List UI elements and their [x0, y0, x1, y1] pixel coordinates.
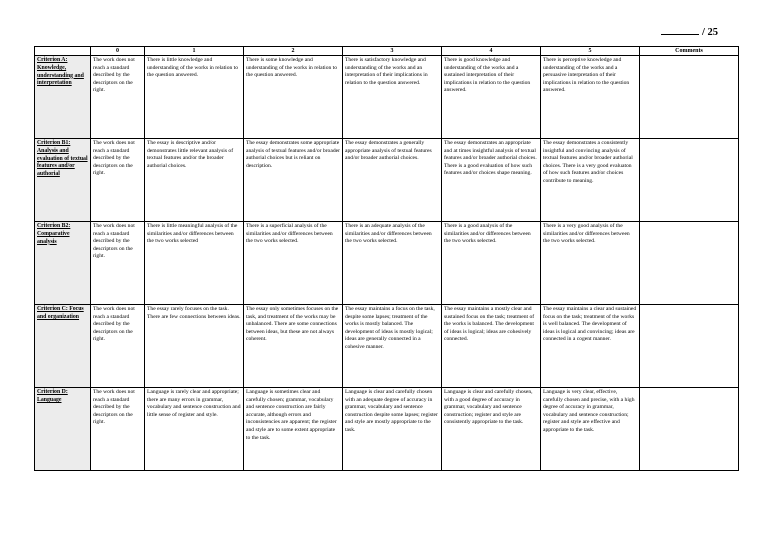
score-blank-line[interactable] [661, 34, 699, 35]
level-2-cell: The essay demonstrates some appropriate analysis of textual features and/or broader authorial choices but is reliant on description. [244, 139, 343, 222]
header-level-5: 5 [541, 47, 640, 56]
level-2-cell: The essay only sometimes focuses on the task, and treatment of the works may be unbalanced. There are some connections between ideas, but these are not always coherent. [244, 305, 343, 388]
level-4-cell: There is good knowledge and understanding of the works and a sustained interpretation of their implications in relation to the question answered. [442, 56, 541, 139]
criterion-label: Criterion B2: Comparative analysis [35, 222, 91, 305]
comments-cell[interactable] [640, 388, 739, 471]
header-level-1: 1 [145, 47, 244, 56]
level-3-cell: Language is clear and carefully chosen with an adequate degree of accuracy in grammar, vocabulary and sentence construction despite some lapses; register and style are mostly appropriate to the task. [343, 388, 442, 471]
criterion-label: Criterion D: Language [35, 388, 91, 471]
level-1-cell: Language is rarely clear and appropriate; there are many errors in grammar, vocabulary and sentence construction and little sense of register and style. [145, 388, 244, 471]
level-4-cell: The essay maintains a mostly clear and sustained focus on the task; treatment of the works is balanced. The development of ideas is logical; ideas are cohesively connected. [442, 305, 541, 388]
level-5-cell: The essay demonstrates a consistently insightful and convincing analysis of textual features and/or broader authorial choices. There is a very good evaluaton of how such features and/or choices contribute to meaning. [541, 139, 640, 222]
level-0-cell: The work does not reach a standard described by the descriptors on the right. [91, 388, 145, 471]
level-2-cell: There is some knowledge and understanding of the works in relation to the question answered. [244, 56, 343, 139]
level-2-cell: There is a superficial analysis of the similarities and/or differences between the two works selected. [244, 222, 343, 305]
level-3-cell: The essay demonstrates a generally appropriate analysis of textual features and/or broader authorial choices. [343, 139, 442, 222]
level-1-cell: The essay rarely focuses on the task. There are few connections between ideas. [145, 305, 244, 388]
level-5-cell: The essay maintains a clear and sustained focus on the task; treatment of the works is well balanced. The development of ideas is logical and convincing; ideas are connected in a cogent manner. [541, 305, 640, 388]
total-score [600, 27, 718, 38]
comments-cell[interactable] [640, 222, 739, 305]
level-3-cell: There is an adequate analysis of the similarities and/or differences between the two works selected. [343, 222, 442, 305]
comments-cell[interactable] [640, 56, 739, 139]
header-row [35, 47, 739, 56]
table-row [35, 388, 739, 471]
level-0-cell: The work does not reach a standard described by the descriptors on the right. [91, 139, 145, 222]
header-level-2: 2 [244, 47, 343, 56]
table-row [35, 139, 739, 222]
assessment-rubric-table [34, 46, 739, 471]
level-0-cell: The work does not reach a standard described by the descriptors on the right. [91, 56, 145, 139]
level-1-cell: There is little knowledge and understanding of the works in relation to the question answered. [145, 56, 244, 139]
level-3-cell: There is satisfactory knowledge and understanding of the works and an interpretation of their implications in relation to the question answered. [343, 56, 442, 139]
score-total-label: / 25 [701, 27, 718, 38]
level-5-cell: There is a very good analysis of the similarities and/or differences between the two works selected. [541, 222, 640, 305]
table-row [35, 56, 739, 139]
table-row [35, 305, 739, 388]
header-comments: Comments [640, 47, 739, 56]
comments-cell[interactable] [640, 139, 739, 222]
header-level-4: 4 [442, 47, 541, 56]
level-3-cell: The essay maintains a focus on the task, despite some lapses; treatment of the works is mostly balanced. The development of ideas is mostly logical; ideas are generally connected in a cohesive manner. [343, 305, 442, 388]
table-row [35, 222, 739, 305]
level-0-cell: The work does not reach a standard described by the descriptors on the right. [91, 222, 145, 305]
level-2-cell: Language is sometimes clear and carefully chosen; grammar, vocabulary and sentence construction are fairly accurate, although errors and inconsistencies are apparent; the register and style are to some extent appropriate to the task. [244, 388, 343, 471]
criterion-label: Criterion B1: Analysis and evaluation of textual features and/or authorial [35, 139, 91, 222]
header-criterion [35, 47, 91, 56]
level-4-cell: Language is clear and carefully chosen, with a good degree of accuracy in grammar, vocabulary and sentence construction; register and style are consistently appropriate to the task. [442, 388, 541, 471]
level-4-cell: The essay demonstrates an appropriate and at times insightful analysis of textual features and/or broader authorial choices. There is a good evaluation of how such features and/or choices shape meaning. [442, 139, 541, 222]
criterion-label: Criterion A: Knowledge, understanding and interpretation [35, 56, 91, 139]
criterion-label: Criterion C: Focus and organization [35, 305, 91, 388]
level-4-cell: There is a good analysis of the similarities and/or differences between the two works selected. [442, 222, 541, 305]
level-5-cell: There is perceptive knowledge and understanding of the works and a persuasive interpretation of their implications in relation to the question answered. [541, 56, 640, 139]
level-0-cell: The work does not reach a standard described by the descriptors on the right. [91, 305, 145, 388]
header-level-0: 0 [91, 47, 145, 56]
level-1-cell: The essay is descriptive and/or demonstrates little relevant analysis of textual features and/or the broader authorial choices. [145, 139, 244, 222]
level-5-cell: Language is very clear, effective, carefully chosen and precise, with a high degree of accuracy in grammar, vocabulary and sentence construction; register and style are effective and appropriate to the task. [541, 388, 640, 471]
comments-cell[interactable] [640, 305, 739, 388]
level-1-cell: There is little meaningful analysis of the similarities and/or differences between the two works selected [145, 222, 244, 305]
header-level-3: 3 [343, 47, 442, 56]
